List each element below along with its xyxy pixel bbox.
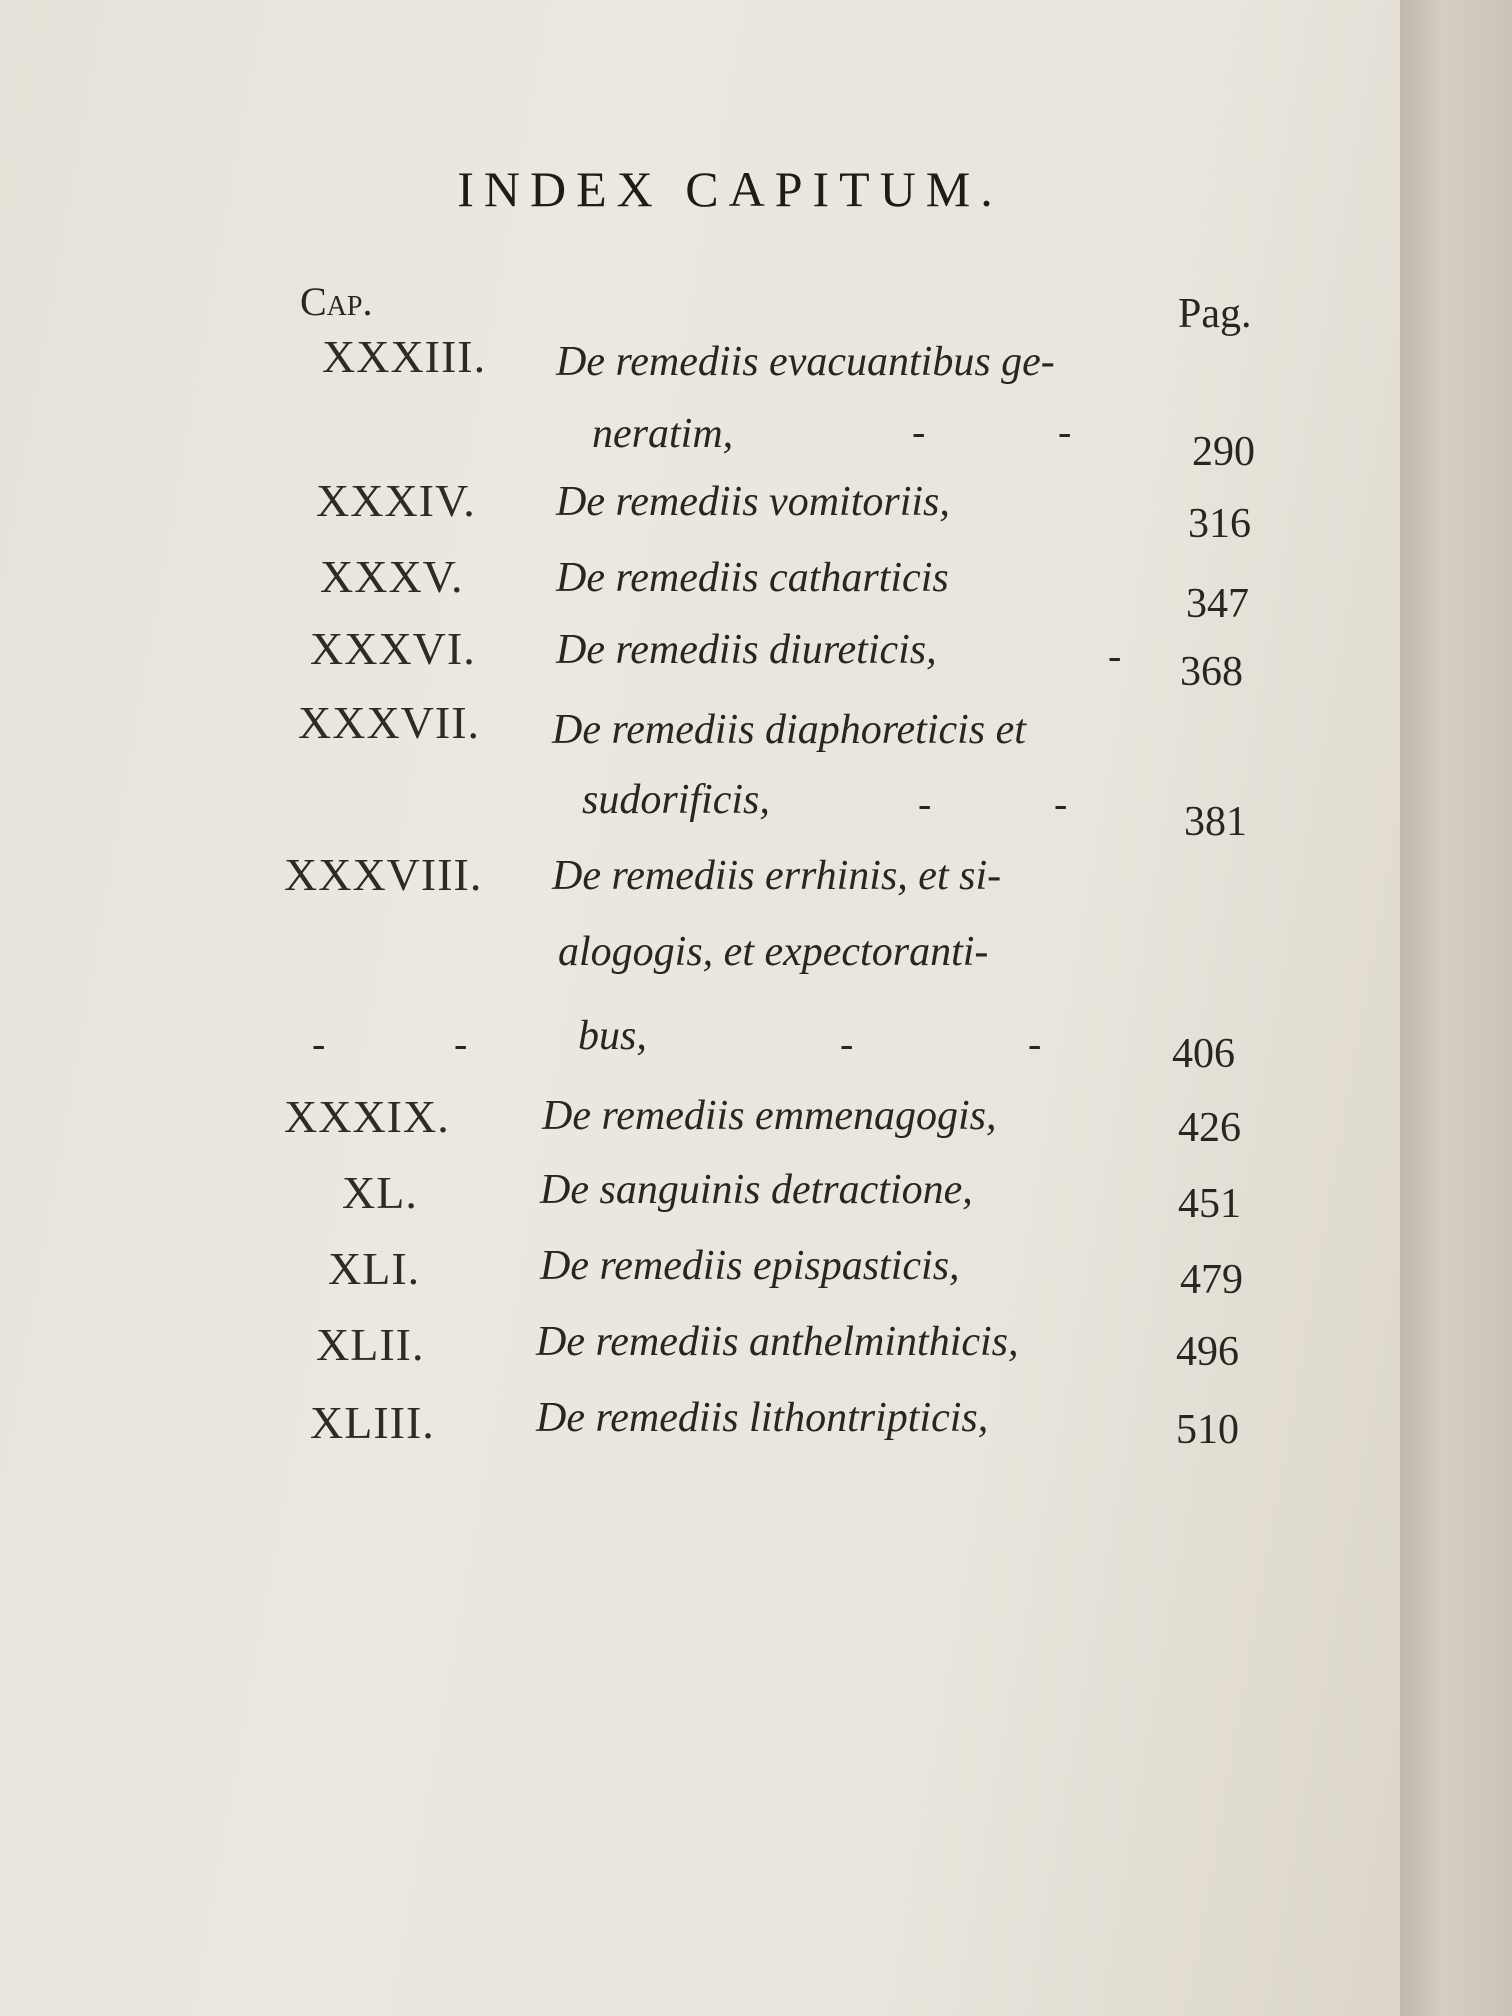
page-number: 406	[1172, 1031, 1235, 1077]
chapter-title-line: De remediis catharticis	[556, 555, 949, 601]
leader-dash: -	[912, 409, 926, 454]
facing-page-edge	[1400, 0, 1512, 2016]
chapter-title-line: De remediis lithontripticis,	[536, 1395, 989, 1441]
chapter-numeral: XLI.	[328, 1243, 421, 1294]
page-number: 510	[1176, 1407, 1239, 1453]
page-number: 496	[1176, 1329, 1239, 1375]
chapter-title-line: De remediis anthelminthicis,	[536, 1319, 1019, 1365]
leader-dash: -	[1028, 1021, 1042, 1066]
chapter-numeral: XXXV.	[320, 551, 464, 602]
leader-dash: -	[1058, 409, 1072, 454]
page-number: 316	[1188, 501, 1251, 547]
chapter-title-line: De remediis emmenagogis,	[542, 1093, 997, 1139]
chapter-title-line: De remediis diureticis,	[556, 627, 937, 673]
chapter-title-line: De remediis errhinis, et si-	[552, 853, 1002, 899]
chapter-title-line: De remediis epispasticis,	[540, 1243, 960, 1289]
leader-dash: -	[918, 781, 932, 826]
chapter-numeral: XXXVI.	[310, 623, 476, 674]
page-number: 381	[1184, 799, 1247, 845]
chapter-numeral: XLII.	[316, 1319, 425, 1370]
chapter-title-line: bus,	[578, 1013, 647, 1059]
chapter-numeral: XXXIX.	[284, 1091, 450, 1142]
chapter-numeral: XXXVIII.	[284, 849, 483, 900]
page-number: 290	[1192, 429, 1255, 475]
page-number: 451	[1178, 1181, 1241, 1227]
chapter-title-line: De sanguinis detractione,	[540, 1167, 973, 1213]
page-title: INDEX CAPITUM.	[457, 161, 1003, 217]
leader-dash: -	[1054, 781, 1068, 826]
page-number: 479	[1180, 1257, 1243, 1303]
page-number: 347	[1186, 581, 1249, 627]
chapter-title-line: De remediis evacuantibus ge-	[556, 339, 1055, 385]
chapter-numeral: XLIII.	[310, 1397, 435, 1448]
chapter-title-line: sudorificis,	[582, 777, 770, 823]
chapter-title-line: De remediis vomitoriis,	[556, 479, 950, 525]
chapter-numeral: XL.	[342, 1167, 418, 1218]
leader-dash: -	[840, 1021, 854, 1066]
chapter-column-header: Cap.	[300, 279, 373, 324]
page-column-header: Pag.	[1178, 291, 1252, 337]
page-number: 368	[1180, 649, 1243, 695]
chapter-numeral: XXXIII.	[322, 331, 487, 382]
chapter-title-line: De remediis diaphoreticis et	[552, 707, 1026, 753]
chapter-numeral: XXXVII.	[298, 697, 481, 748]
leader-dash: -	[1108, 633, 1122, 678]
chapter-title-line: neratim,	[592, 411, 734, 457]
chapter-numeral: XXXIV.	[316, 475, 476, 526]
leader-dash: -	[454, 1021, 468, 1066]
page-number: 426	[1178, 1105, 1241, 1151]
chapter-title-line: alogogis, et expectoranti-	[558, 929, 989, 975]
leader-dash: -	[312, 1021, 326, 1066]
